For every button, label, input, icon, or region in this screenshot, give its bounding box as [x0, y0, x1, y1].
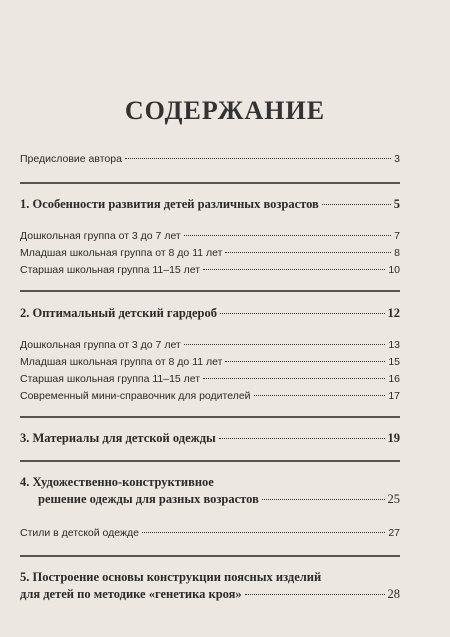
toc-chapter-label-line1: 4. Художественно-конструктивное	[20, 475, 214, 489]
divider	[20, 416, 400, 418]
toc-chapter-label: для детей по методике «генетика кроя»	[20, 587, 242, 601]
leader-dots	[203, 378, 385, 379]
toc-entry-label: Стили в детской одежде	[20, 527, 140, 539]
toc-entry	[20, 389, 400, 403]
toc-chapter-1	[20, 197, 400, 211]
toc-chapter-2	[20, 306, 400, 320]
toc-entry-label: Младшая школьная группа от 8 до 11 лет	[20, 356, 223, 368]
toc-chapter-page: 12	[387, 306, 400, 320]
toc-entry	[20, 263, 400, 277]
toc-entry-page: 10	[388, 264, 400, 276]
toc-chapter-5	[20, 569, 400, 603]
toc-chapter-page: 28	[387, 587, 400, 601]
toc-chapter-page: 5	[393, 197, 400, 211]
leader-dots	[245, 594, 385, 595]
toc-entry	[20, 372, 400, 386]
toc-chapter-label: решение одежды для разных возрастов	[38, 492, 259, 506]
leader-dots	[262, 499, 385, 500]
toc-entry-page: 17	[388, 390, 400, 402]
toc-chapter-label: 2. Оптимальный детский гардероб	[20, 306, 217, 320]
toc-entry-label: Младшая школьная группа от 8 до 11 лет	[20, 247, 223, 259]
divider	[20, 290, 400, 292]
page-title: СОДЕРЖАНИЕ	[124, 96, 326, 125]
toc-entry-preface	[20, 152, 400, 166]
leader-dots	[225, 361, 385, 362]
chapter-1-items	[20, 229, 400, 280]
toc-entry-page: 27	[388, 527, 400, 539]
toc-entry-page: 16	[388, 373, 400, 385]
toc-entry-label: Дошкольная группа от 3 до 7 лет	[20, 230, 181, 242]
toc-chapter-4	[20, 474, 400, 508]
leader-dots	[225, 252, 391, 253]
leader-dots	[203, 269, 385, 270]
toc-entry-page: 3	[394, 153, 400, 165]
toc-entry-label: Дошкольная группа от 3 до 7 лет	[20, 339, 181, 351]
toc-entry	[20, 355, 400, 369]
toc-entry-page: 7	[394, 230, 400, 242]
toc-entry-page: 8	[394, 247, 400, 259]
leader-dots	[322, 204, 391, 205]
divider	[20, 182, 400, 184]
toc-chapter-line2	[20, 491, 400, 508]
toc-entry-label: Современный мини-справочник для родителей	[20, 390, 251, 402]
toc-entry-page: 13	[388, 339, 400, 351]
toc-entry	[20, 526, 400, 540]
toc-entry-label: Старшая школьная группа 11–15 лет	[20, 373, 201, 385]
toc-chapter-3	[20, 431, 400, 445]
leader-dots	[219, 438, 385, 439]
toc-entry-label: Старшая школьная группа 11–15 лет	[20, 264, 201, 276]
leader-dots	[220, 313, 385, 314]
toc-chapter-page: 19	[387, 431, 400, 445]
toc-chapter-label: 1. Особенности развития детей различных возрастов	[20, 197, 319, 211]
divider	[20, 555, 400, 557]
toc-chapter-line2	[20, 586, 400, 603]
chapter-2-items	[20, 338, 400, 406]
toc-chapter-page: 25	[387, 492, 400, 506]
leader-dots	[142, 532, 385, 533]
toc-entry	[20, 229, 400, 243]
toc-entry-label: Предисловие автора	[20, 153, 122, 165]
toc-chapter-label-line1: 5. Построение основы конструкции поясных изделий	[20, 570, 322, 584]
toc-chapter-label: 3. Материалы для детской одежды	[20, 431, 216, 445]
leader-dots	[125, 158, 391, 159]
leader-dots	[184, 235, 391, 236]
divider	[20, 460, 400, 462]
leader-dots	[254, 395, 386, 396]
leader-dots	[184, 344, 386, 345]
toc-entry-page: 15	[388, 356, 400, 368]
toc-entry	[20, 246, 400, 260]
toc-entry	[20, 338, 400, 352]
